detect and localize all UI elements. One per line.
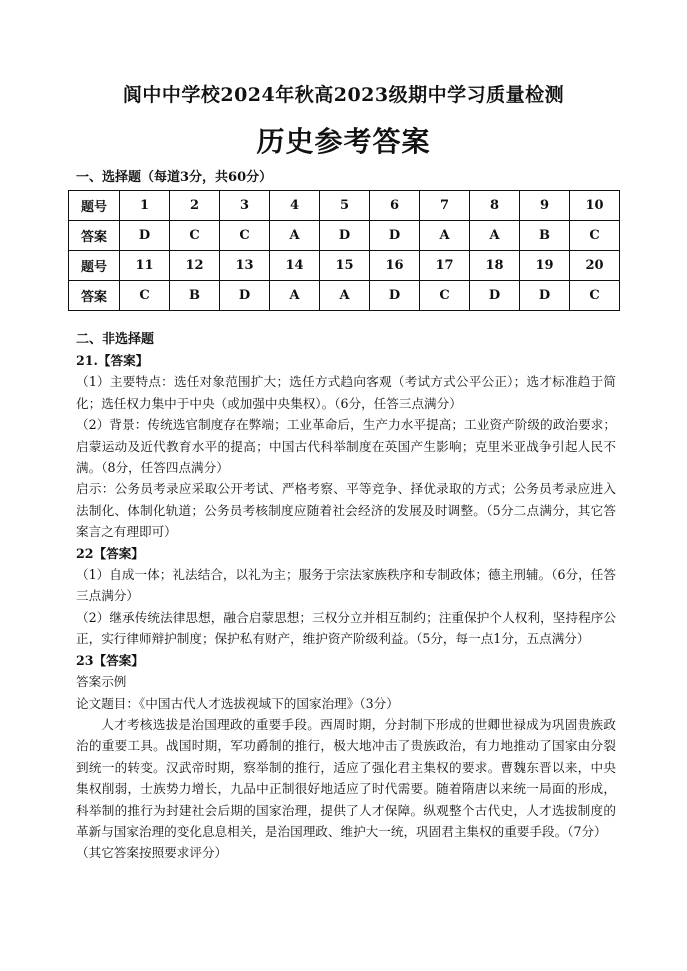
table-cell: 5 [320, 191, 370, 221]
table-cell: 9 [520, 191, 570, 221]
q22-heading: 22【答案】 [76, 545, 144, 561]
table-cell: D [470, 281, 520, 311]
section2-heading: 二、非选择题 [76, 332, 155, 347]
answers-body [76, 350, 616, 864]
table-cell: D [220, 281, 270, 311]
table-cell: 3 [220, 191, 270, 221]
row-label: 答案 [69, 281, 120, 311]
table-cell: A [270, 221, 320, 251]
table-row [69, 281, 620, 311]
q21-part2: （2）背景：传统选官制度存在弊端；工业革命后，生产力水平提高；工业资产阶级的政治要求；启蒙运动及近代教育水平的提高；中国古代科举制度在英国产生影响；克里米亚战争引起人民不满。（8分，任答四点满分） [76, 417, 616, 476]
table-cell: A [320, 281, 370, 311]
table-cell: 18 [470, 251, 520, 281]
table-cell: D [520, 281, 570, 311]
table-cell: A [270, 281, 320, 311]
table-cell: 8 [470, 191, 520, 221]
table-cell: D [320, 221, 370, 251]
q22-part2: （2）继承传统法律思想，融合启蒙思想；三权分立并相互制约；注重保护个人权利，坚持程序公正，实行律师辩护制度；保护私有财产，维护资产阶级利益。（5分，每一点1分，五点满分） [76, 609, 616, 647]
table-cell: 13 [220, 251, 270, 281]
table-cell: 17 [420, 251, 470, 281]
document-subtitle: 历史参考答案 [256, 125, 431, 158]
table-cell: C [170, 221, 220, 251]
row-label: 题号 [69, 251, 120, 281]
table-cell: 14 [270, 251, 320, 281]
q21-heading: 21.【答案】 [76, 353, 149, 368]
table-cell: 20 [570, 251, 620, 281]
q23-essay: 人才考核选拔是治国理政的重要手段。西周时期，分封制下形成的世卿世禄成为巩固贵族政治的重要工具。战国时期，军功爵制的推行，极大地冲击了贵族政治，有力地推动了国家由分裂到统一的转变。汉武帝时期，察举制的推行，适应了强化君主集权的要求。曹魏东晋以来，中央集权削弱，士族势力增长，九品中正制很好地适应了时代需要。随着隋唐以来统一局面的形成，科举制的推行为封建社会后期的国家治理，提供了人才保障。纵观整个古代史，人才选拔制度的革新与国家治理的变化息息相关，是治国理政、维护大一统，巩固君主集权的重要手段。（7分） [76, 716, 616, 839]
table-row [69, 251, 620, 281]
table-cell: A [420, 221, 470, 251]
table-cell: C [570, 221, 620, 251]
table-cell: C [420, 281, 470, 311]
q21-part1: （1）主要特点：选任对象范围扩大；选任方式趋向客观（考试方式公平公正）；选才标准趋于简化；选任权力集中于中央（或加强中央集权）。（6分，任答三点满分） [76, 374, 616, 411]
section1-heading: 一、选择题（每道3分，共60分） [76, 170, 273, 185]
table-cell: B [170, 281, 220, 311]
table-row [69, 221, 620, 251]
table-cell: 16 [370, 251, 420, 281]
row-label: 题号 [69, 191, 120, 221]
table-cell: 1 [120, 191, 170, 221]
table-cell: 6 [370, 191, 420, 221]
table-cell: 2 [170, 191, 220, 221]
table-cell: D [120, 221, 170, 251]
q22-part1: （1）自成一体；礼法结合，以礼为主；服务于宗法家族秩序和专制政体；德主刑辅。（6分，任答三点满分） [76, 567, 616, 604]
q23-note: （其它答案按照要求评分） [76, 845, 228, 861]
q23-example-label: 答案示例 [76, 674, 127, 690]
table-cell: B [520, 221, 570, 251]
q23-topic: 论文题目：《中国古代人才选拔视域下的国家治理》（3分） [76, 695, 399, 711]
table-cell: C [120, 281, 170, 311]
q23-heading: 23【答案】 [76, 652, 144, 668]
table-cell: D [370, 221, 420, 251]
table-cell: D [370, 281, 420, 311]
table-cell: 7 [420, 191, 470, 221]
table-cell: A [470, 221, 520, 251]
row-label: 答案 [69, 221, 120, 251]
table-cell: 15 [320, 251, 370, 281]
table-row [69, 191, 620, 221]
table-cell: 4 [270, 191, 320, 221]
table-cell: C [570, 281, 620, 311]
table-cell: 12 [170, 251, 220, 281]
table-cell: C [220, 221, 270, 251]
table-cell: 10 [570, 191, 620, 221]
q21-part3: 启示：公务员考录应采取公开考试、严格考察、平等竞争、择优录取的方式；公务员考录应进入法制化、体制化轨道；公务员考核制度应随着社会经济的发展及时调整。（5分二点满分，其它答案言之有理即可） [76, 481, 616, 540]
answer-table [68, 190, 620, 311]
exam-title: 阆中中学校2024年秋高2023级期中学习质量检测 [122, 84, 565, 106]
table-cell: 11 [120, 251, 170, 281]
table-cell: 19 [520, 251, 570, 281]
